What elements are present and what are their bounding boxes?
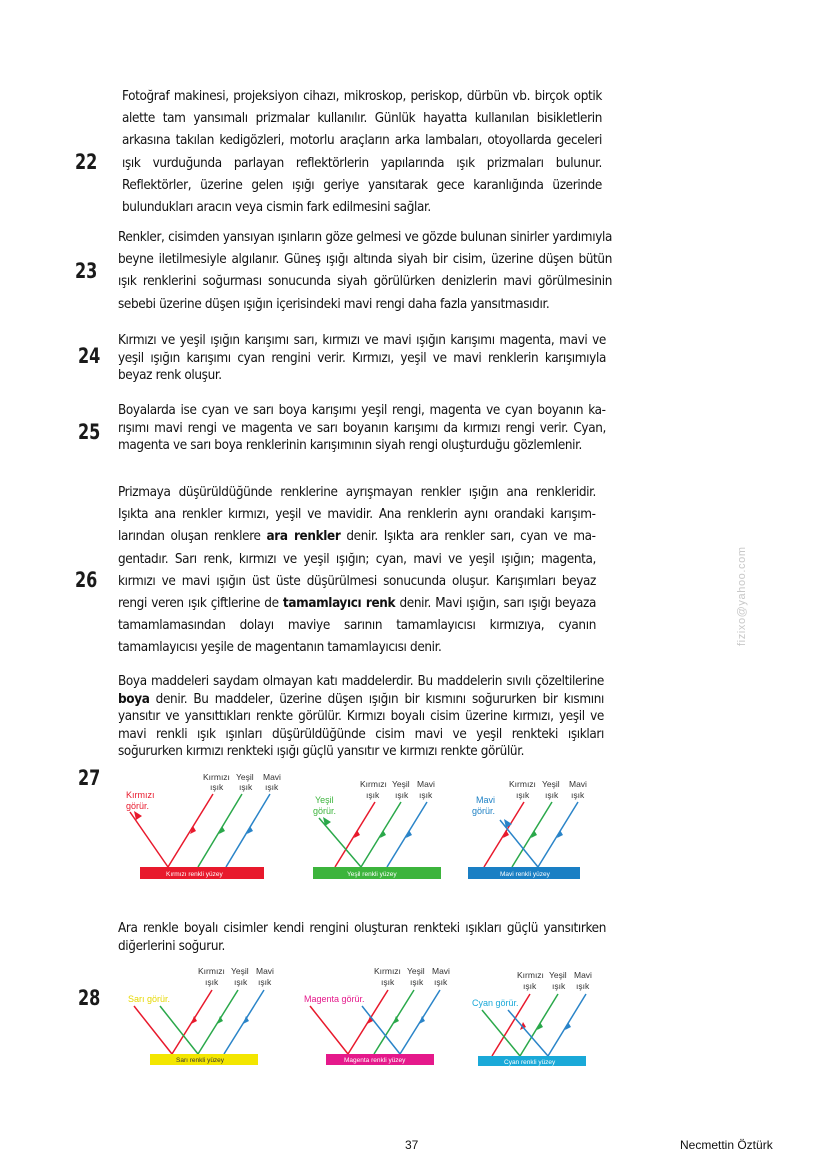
red-light-label-l1: Kırmızı	[509, 779, 536, 789]
blue-reflected-ray	[500, 820, 538, 867]
section-number-28: 28	[78, 986, 101, 1010]
red-light-label-l2: ışık	[210, 782, 224, 792]
section-number-23: 23	[75, 259, 98, 283]
arrowhead-icon	[419, 1016, 425, 1024]
green-light-label-l1: Yeşil	[236, 772, 254, 782]
blue-reflected-ray	[362, 1006, 400, 1054]
section-text-27-bold1: boya	[118, 691, 150, 707]
see-label: Sarı görür.	[128, 994, 171, 1004]
diagram-cyan-surface	[470, 966, 600, 1072]
light-labels	[198, 966, 274, 987]
see-label-l1: Mavi	[476, 795, 496, 805]
diagram-red-surface	[118, 770, 298, 885]
green-light-label-l1: Yeşil	[549, 970, 567, 980]
blue-light-label-l1: Mavi	[432, 966, 450, 976]
surface-label: Sarı renkli yüzey	[176, 1057, 225, 1064]
section-text-26-part3: denir. Mavi ışığın, sarı ışığı beyaza tamamlamasından dolayı maviye sarının tamamlayıcısı kırmızıya, cyanın tamamlayıcısı yeşile de magentanın tamamlayıcısı denir.	[118, 596, 596, 656]
section-text-26-part1: Prizmaya düşürüldüğünde renklerine ayrışmayan renkler ışığın ana renkleridir. Işıkta ana renkler kırmızı, yeşil ve mavidir. Ana renklerin aynı orandaki karışımlarından oluşan renklere	[118, 485, 596, 545]
red-incident-ray	[335, 802, 375, 867]
red-light-label-l2: ışık	[381, 977, 395, 987]
red-light-label-l1: Kırmızı	[203, 772, 230, 782]
section-text-25: Boyalarda ise cyan ve sarı boya karışımı yeşil rengi, magenta ve cyan boyanın karışımı mavi rengi ve magenta ve sarı boyanın karışımı da kırmızı rengi verir. Cyan, magenta ve sarı boya renklerinin karışımının siyah rengi oluşturduğu gözlemlenir.	[118, 403, 606, 454]
green-light-label-l2: ışık	[395, 790, 409, 800]
surface-label: Cyan renkli yüzey	[504, 1059, 556, 1066]
arrowhead-icon	[191, 1016, 197, 1024]
blue-incident-ray	[538, 802, 578, 867]
arrowhead-icon	[243, 1016, 249, 1024]
section-number-22: 22	[75, 150, 98, 174]
see-label-l1: Yeşil	[315, 795, 334, 805]
light-labels	[374, 966, 450, 987]
green-light-label-l2: ışık	[234, 977, 248, 987]
red-light-label-l1: Kırmızı	[360, 779, 387, 789]
red-light-label-l1: Kırmızı	[198, 966, 225, 976]
section-text-26-part2: denir. Işıkta ara renkler sarı, cyan ve magentadır. Sarı renk, kırmızı ve yeşil ışığın; cyan, mavi ve yeşil ışığın; magenta, kırmızı ve mavi ışığın üst üste düşürülmesi sonucunda oluşur. Karışımları beyaz rengi veren ışık çiftlerine de	[118, 529, 596, 612]
blue-light-label-l2: ışık	[576, 981, 590, 991]
page-number: 37	[405, 1138, 419, 1152]
surface-label: Kırmızı renkli yüzey	[166, 871, 223, 878]
blue-light-label-l1: Mavi	[574, 970, 592, 980]
light-labels	[517, 970, 592, 991]
see-label: Cyan görür.	[472, 998, 519, 1008]
blue-light-label-l1: Mavi	[417, 779, 435, 789]
red-reflected-ray	[130, 812, 168, 867]
blue-light-label-l2: ışık	[258, 977, 272, 987]
section-text-22: Fotoğraf makinesi, projeksiyon cihazı, mikroskop, periskop, dürbün vb. birçok optik alette tam yansımalı prizmalar kullanılır. Günlük hayatta kullanılan bisikletlerin arkasına takılan kedigözleri, motorlu araçların arka lambaları, otoyollarda geceleri ışık vurduğunda parlayan reflektörlerin yapılarında ışık prizmaları bulunur. Reflektörler, üzerine gelen ışığı geriye yansıtarak gece karanlığında üzerinde bulundukları aracın veya cismin fark edilmesini sağlar.	[122, 89, 602, 216]
blue-light-label-l1: Mavi	[569, 779, 587, 789]
section-text-27-part1: Boya maddeleri saydam olmayan katı maddelerdir. Bu maddelerin sıvılı çözeltilerine	[118, 674, 604, 689]
blue-light-label-l2: ışık	[434, 977, 448, 987]
diagram-magenta-surface	[300, 962, 460, 1072]
red-light-label-l1: Kırmızı	[374, 966, 401, 976]
light-labels	[203, 772, 281, 792]
arrowhead-icon	[217, 1016, 223, 1024]
green-light-label-l1: Yeşil	[542, 779, 560, 789]
section-text-26	[118, 482, 596, 660]
see-label-l1: Kırmızı	[126, 790, 155, 800]
blue-light-label-l1: Mavi	[263, 772, 281, 782]
section-number-24: 24	[78, 344, 101, 368]
author-name: Necmettin Öztürk	[680, 1138, 773, 1152]
surface-label: Mavi renkli yüzey	[500, 871, 550, 878]
red-light-label-l2: ışık	[516, 790, 530, 800]
diagram-yellow-surface	[124, 962, 274, 1072]
green-incident-ray	[198, 794, 242, 867]
surface-label: Magenta renkli yüzey	[344, 1057, 406, 1064]
section-text-27	[118, 673, 604, 761]
green-light-label-l2: ışık	[545, 790, 559, 800]
blue-light-label-l2: ışık	[571, 790, 585, 800]
see-label: Magenta görür.	[304, 994, 365, 1004]
see-label-l2: görür.	[126, 801, 150, 811]
diagram-green-surface	[305, 770, 465, 885]
red-light-label-l2: ışık	[523, 981, 537, 991]
blue-incident-ray	[226, 794, 270, 867]
section-number-27: 27	[78, 766, 101, 790]
see-label-l2: görür.	[313, 806, 337, 816]
surface-label: Yeşil renkli yüzey	[347, 871, 397, 878]
light-labels	[360, 779, 435, 800]
blue-light-label-l1: Mavi	[256, 966, 274, 976]
section-text-28: Ara renkle boyalı cisimler kendi rengini oluşturan renkteki ışıkları güçlü yansıtırken diğerlerini soğurur.	[118, 921, 606, 954]
section-text-24: Kırmızı ve yeşil ışığın karışımı sarı, kırmızı ve mavi ışığın karışımı magenta, mavi ve yeşil ışığın karışımı cyan rengini verir. Kırmızı, yeşil ve mavi renklerin karışımıyla beyaz renk oluşur.	[118, 333, 606, 384]
section-text-23: Renkler, cisimden yansıyan ışınların göze gelmesi ve gözde bulunan sinirler yardımıyla beyne iletilmesiyle algılanır. Güneş ışığı altında siyah bir cisim, üzerine düşen bütün ışık renklerini soğurması sonucunda siyah görülürken denizlerin mavi görülmesinin sebebi üzerine düşen ışığın içerisindeki mavi rengi daha fazla yansıtmasıdır.	[118, 230, 612, 312]
green-light-label-l2: ışık	[239, 782, 253, 792]
red-light-label-l2: ışık	[366, 790, 380, 800]
red-incident-ray	[168, 794, 213, 867]
arrowhead-icon	[393, 1016, 399, 1024]
section-number-26: 26	[75, 568, 98, 592]
green-light-label-l2: ışık	[552, 981, 566, 991]
section-text-26-bold1: ara renkler	[266, 529, 341, 545]
section-text-27-part2: denir. Bu maddeler, üzerine düşen ışığın bir kısmını soğururken bir kısmını yansıtır ve yansıttıkları renkte görülür. Kırmızı boyalı cisim üzerine kırmızı, yeşil ve mavi renkli ışık ışınları düşürüldüğünde cisim mavi ve yeşil renkteki ışıkları soğururken kırmızı renkteki ışığı güçlü yansıtır ve kırmızı renkte görülür.	[118, 691, 604, 760]
green-light-label-l1: Yeşil	[231, 966, 249, 976]
section-number-25: 25	[78, 420, 101, 444]
see-label-l2: görür.	[472, 806, 496, 816]
blue-light-label-l2: ışık	[419, 790, 433, 800]
green-light-label-l1: Yeşil	[392, 779, 410, 789]
blue-light-label-l2: ışık	[265, 782, 279, 792]
green-light-label-l2: ışık	[410, 977, 424, 987]
section-text-26-bold2: tamamlayıcı renk	[282, 596, 396, 612]
green-light-label-l1: Yeşil	[407, 966, 425, 976]
green-incident-ray	[361, 802, 401, 867]
light-labels	[509, 779, 587, 800]
red-light-label-l2: ışık	[205, 977, 219, 987]
red-light-label-l1: Kırmızı	[517, 970, 544, 980]
diagram-blue-surface	[466, 770, 596, 885]
red-reflected-ray	[310, 1006, 348, 1054]
blue-incident-ray	[387, 802, 427, 867]
watermark: fizixo@yahoo.com	[736, 546, 748, 646]
